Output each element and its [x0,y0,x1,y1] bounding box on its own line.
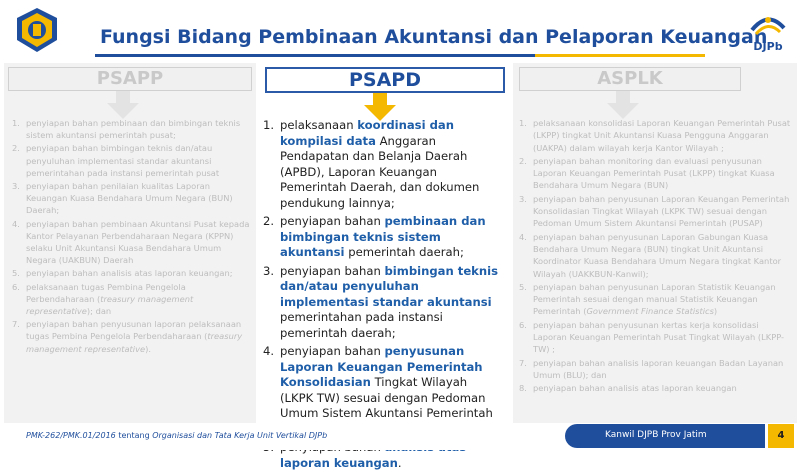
list-item: penyiapan bahan pembinaan dan bimbingan teknis sistem akuntansi pemerintah daerah; [280,214,486,259]
column-psapd-title: PSAPD [265,67,505,93]
list-item: penyiapan bahan penyusunan laporan pelaksanaan tugas Pembina Pengelola Perbendaharaan (treasury management representative). [26,319,243,354]
list-item: penyiapan bahan bimbingan teknis dan/atau penyuluhan implementasi standar akuntansi pemerintahan pada instansi pemerintah daerah; [280,263,499,340]
column-psapp [4,63,256,423]
list-item: penyiapan bahan monitoring dan evaluasi penyusunan Laporan Keuangan Pemerintah Pusat (LKPP) tingkat Kuasa Bendahara Umum Negara (BUN) [533,155,775,191]
list-item: penyiapan bahan analisis atas laporan keuangan; [26,268,233,279]
page-number: 4 [768,424,794,448]
slide-header [0,0,800,60]
list-item: penyiapan bahan penyusunan Laporan Gabungan Kuasa Bendahara Umum Negara (BUN) tingkat Unit Akuntansi Koordinator Kuasa Bendahara Umum Negara tingkat Kantor Wilayah (UAKKBUN-Kanwil); [533,231,782,279]
list-item: penyiapan bahan analisis atas laporan keuangan [533,383,737,394]
djpb-logo-text: DJPb [753,40,783,53]
kemenkeu-logo [14,6,60,54]
page-title: Fungsi Bidang Pembinaan Akuntansi dan Pelaporan Keuangan [100,26,768,48]
column-asplk [513,63,797,423]
office-banner [565,424,765,448]
column-psapd [262,63,508,470]
djpb-logo [742,10,794,56]
list-item: penyiapan bahan pembinaan Akuntansi Pusat kepada Kantor Pelayanan Perbendaharaan Negara (KPPN) selaku Unit Akuntansi Kuasa Bendahara Umum Negara (UAKBUN) Daerah [26,218,250,266]
psapp-function-list [26,117,251,356]
title-underline-blue [95,54,535,57]
list-item: laporan keuangan. [280,455,402,470]
list-item: pelaksanaan tugas Pembina Pengelola Perbendaharaan (treasury management representative); dan [26,281,194,317]
slide-footer [0,424,800,450]
title-underline-gold [535,54,705,57]
psapd-function-list [278,118,500,474]
list-item: penyiapan bahan penyusunan Laporan Keuangan Pemerintah Konsolidasian Tingkat Wilayah (LKPK TW) sesuai dengan Pedoman Umum Sistem Akuntansi Pemerintah [280,344,493,420]
list-item: penyiapan bahan penyusunan kertas kerja konsolidasi Laporan Keuangan Pemerintah Pusat Tingkat Wilayah (LKPP-TW) ; [533,319,785,355]
column-asplk-title: ASPLK [519,67,741,91]
column-psapp-title: PSAPP [8,67,252,91]
list-item: penyiapan bahan analisis laporan keuangan Badan Layanan Umum (BLU); dan [533,357,784,380]
list-item: penyiapan bahan pembinaan dan bimbingan teknis sistem akuntansi pemerintah pusat; [26,118,241,141]
regulation-reference: PMK-262/PMK.01/2016 tentang Organisasi dan Tata Kerja Unit Vertikal DJPb [26,431,328,440]
list-item: penyiapan bahan bimbingan teknis dan/atau penyuluhan implementasi standar akuntansi pemerintahan pada instansi pemerintah pusat [26,143,220,178]
list-item: penyiapan bahan penyusunan Laporan Statistik Keuangan Pemerintah sesuai dengan manual Statistik Keuangan Pemerintah (Government Finance Statistics) [533,281,776,317]
list-item: pelaksanaan konsolidasi Laporan Keuangan Pemerintah Pusat (LKPP) tingkat Unit Akuntansi Kuasa Pengguna Anggaran (UAKPA) dalam wilayah kerja Kantor Wilayah ; [533,118,791,153]
office-name: Kanwil DJPB Prov Jatim [605,430,707,440]
list-item: penyiapan bahan penyusunan Laporan Keuangan Pemerintah Konsolidasian Tingkat Wilayah (LKPK TW) sesuai dengan Pedoman Umum Sistem Akuntansi Pemerintah (PUSAP) [533,193,790,229]
list-item: pelaksanaan koordinasi dan kompilasi data Anggaran Pendapatan dan Belanja Daerah (APBD), Laporan Keuangan Pemerintah Daerah, dan dokumen pendukung lainnya; [280,118,480,210]
asplk-function-list [533,117,791,396]
list-item: penyiapan bahan penilaian kualitas Laporan Keuangan Kuasa Bendahara Umum Negara (BUN) Daerah; [26,181,233,216]
